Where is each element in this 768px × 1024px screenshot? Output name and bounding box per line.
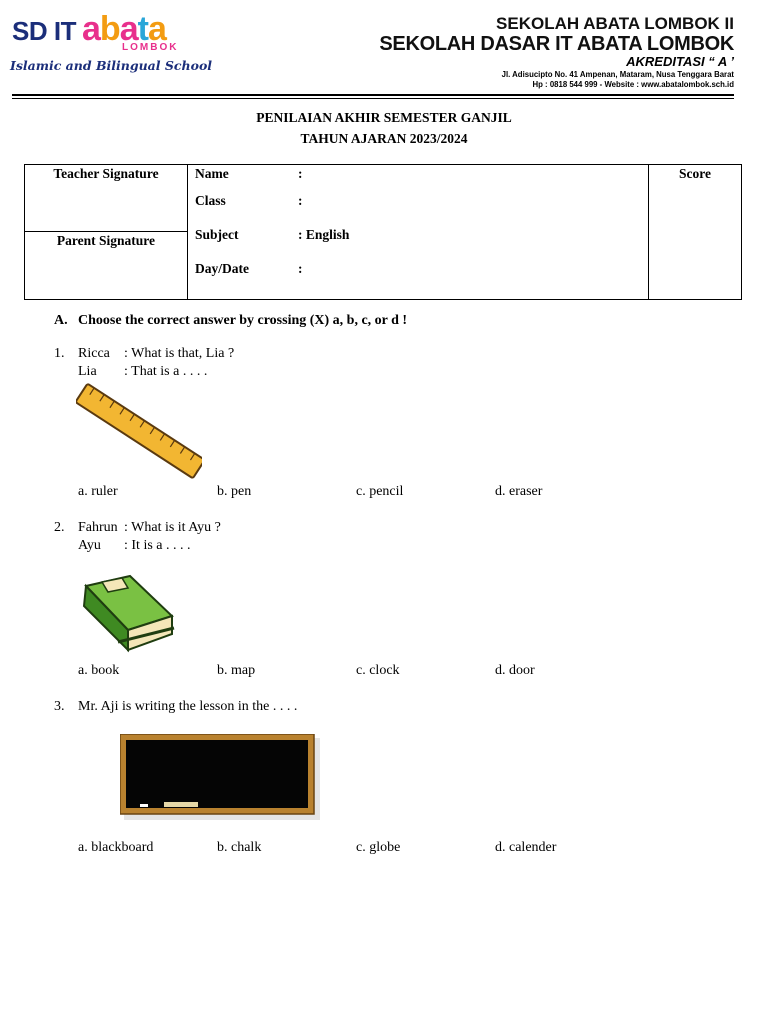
logo-abata: abata — [82, 10, 166, 48]
option-c[interactable]: c. globe — [356, 840, 401, 855]
logo-lombok: LOMBOK — [122, 42, 179, 53]
field-value-class[interactable]: : — [298, 193, 303, 208]
option-a[interactable]: a. blackboard — [78, 840, 154, 855]
section-marker: A. — [54, 313, 68, 328]
parent-signature-label: Parent Signature — [56, 233, 156, 248]
logo-sdit: SD IT — [12, 16, 76, 46]
teacher-signature-label: Teacher Signature — [53, 166, 159, 181]
option-a[interactable]: a. book — [78, 663, 120, 678]
dialogue-speaker: Ricca — [78, 346, 110, 361]
dialogue-text: : What is it Ayu ? — [124, 520, 221, 535]
section-instruction: Choose the correct answer by crossing (X) a, b, c, or d ! — [78, 313, 408, 328]
option-b[interactable]: b. chalk — [217, 840, 262, 855]
question-number: 3. — [54, 699, 65, 714]
school-year: TAHUN AJARAN 2023/2024 — [300, 131, 468, 146]
field-label-name: Name — [195, 166, 229, 181]
table-divider — [187, 164, 188, 300]
option-d[interactable]: d. eraser — [495, 484, 543, 499]
question-number: 2. — [54, 520, 65, 535]
school-name-secondary: SEKOLAH DASAR IT ABATA LOMBOK — [379, 33, 734, 55]
field-label-subject: Subject — [195, 227, 239, 242]
option-c[interactable]: c. clock — [356, 663, 400, 678]
field-value-daydate[interactable]: : — [298, 261, 303, 276]
table-divider — [648, 164, 649, 300]
score-label: Score — [679, 166, 711, 181]
question-text: Mr. Aji is writing the lesson in the . . . . — [78, 699, 298, 714]
ruler-image — [76, 382, 202, 482]
student-info-table — [24, 164, 742, 300]
dialogue-text: : What is that, Lia ? — [124, 346, 235, 361]
dialogue-speaker: Ayu — [78, 538, 101, 553]
header-divider — [12, 94, 734, 96]
header-divider-thin — [12, 98, 734, 99]
school-contact: Hp : 0818 544 999 - Website : www.abatalombok.sch.id — [532, 80, 734, 89]
dialogue-speaker: Lia — [78, 364, 97, 379]
school-address: Jl. Adisucipto No. 41 Ampenan, Mataram, Nusa Tenggara Barat — [501, 70, 734, 79]
table-divider — [24, 231, 188, 232]
option-d[interactable]: d. calender — [495, 840, 557, 855]
dialogue-speaker: Fahrun — [78, 520, 118, 535]
field-value-subject: : English — [298, 227, 350, 242]
question-number: 1. — [54, 346, 65, 361]
option-b[interactable]: b. pen — [217, 484, 252, 499]
blackboard-image — [120, 734, 324, 824]
book-image — [78, 572, 176, 658]
option-b[interactable]: b. map — [217, 663, 256, 678]
field-label-daydate: Day/Date — [195, 261, 249, 276]
dialogue-text: : It is a . . . . — [124, 538, 191, 553]
field-label-class: Class — [195, 193, 226, 208]
option-c[interactable]: c. pencil — [356, 484, 404, 499]
option-d[interactable]: d. door — [495, 663, 535, 678]
option-a[interactable]: a. ruler — [78, 484, 118, 499]
school-tagline: Islamic and Bilingual School — [10, 58, 213, 73]
accreditation: AKREDITASI “ A ’ — [626, 54, 734, 69]
school-name-primary: SEKOLAH ABATA LOMBOK II — [496, 14, 734, 33]
field-value-name[interactable]: : — [298, 166, 303, 181]
dialogue-text: : That is a . . . . — [124, 364, 208, 379]
exam-title: PENILAIAN AKHIR SEMESTER GANJIL — [256, 110, 512, 125]
